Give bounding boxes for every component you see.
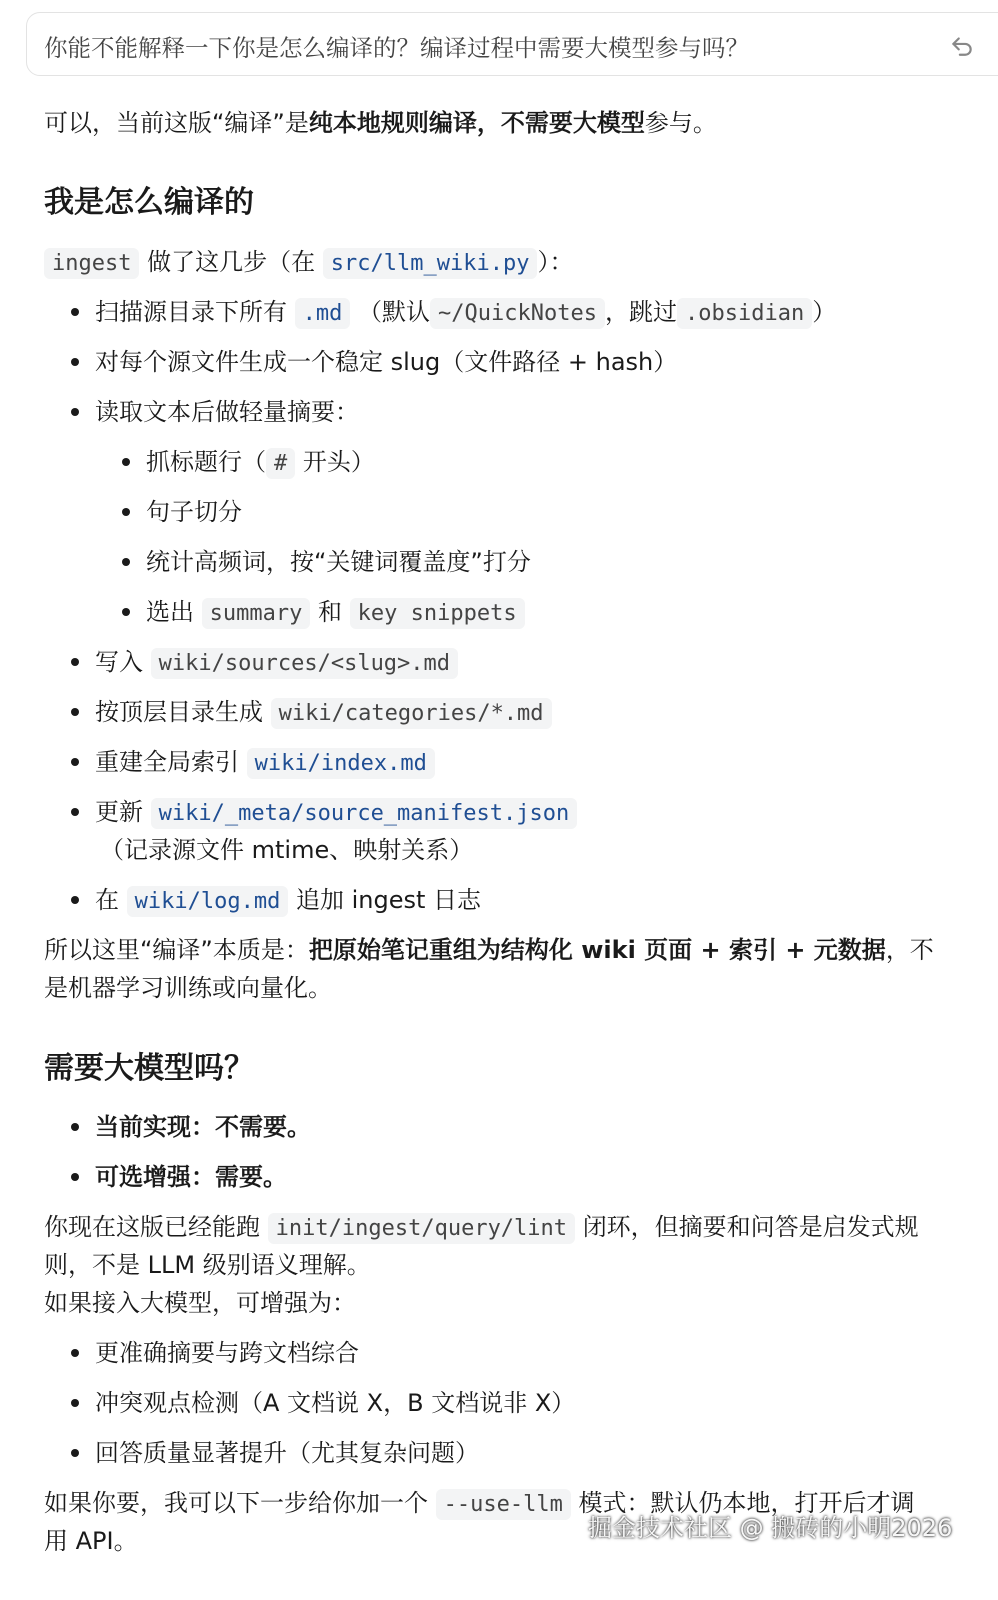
bullet bbox=[71, 708, 79, 716]
section-heading-compile: 我是怎么编译的 bbox=[44, 185, 254, 220]
list-item: 可选增强：需要。 bbox=[95, 1163, 287, 1191]
paragraph: 如果你要，我可以下一步给你加一个 --use-llm 模式：默认仍本地，打开后才调 bbox=[44, 1486, 915, 1522]
inline-code: wiki/sources/<slug>.md bbox=[151, 648, 458, 679]
user-message-text: 你能不能解释一下你是怎么编译的？编译过程中需要大模型参与吗？ bbox=[44, 34, 749, 62]
sub-list-item: 句子切分 bbox=[146, 498, 242, 526]
intro-paragraph: 可以，当前这版“编译”是纯本地规则编译，不需要大模型参与。 bbox=[44, 109, 717, 137]
list-item: 按顶层目录生成 wiki/categories/*.md bbox=[95, 695, 552, 731]
inline-code: ingest bbox=[44, 248, 139, 279]
bullet bbox=[71, 408, 79, 416]
user-message bbox=[26, 12, 998, 76]
inline-code-link[interactable]: wiki/index.md bbox=[247, 748, 435, 779]
bullet bbox=[71, 658, 79, 666]
list-item: 冲突观点检测（A 文档说 X，B 文档说非 X） bbox=[95, 1389, 576, 1417]
undo-arrow-icon[interactable] bbox=[949, 32, 975, 58]
bullet bbox=[71, 358, 79, 366]
inline-code-link[interactable]: wiki/_meta/source_manifest.json bbox=[151, 798, 578, 829]
bullet bbox=[71, 758, 79, 766]
inline-code: summary bbox=[202, 598, 311, 629]
list-item: 读取文本后做轻量摘要： bbox=[95, 398, 359, 426]
bullet bbox=[71, 1349, 79, 1357]
bullet bbox=[122, 458, 130, 466]
compile-lead: ingest 做了这几步（在 src/llm_wiki.py ）： bbox=[44, 245, 573, 281]
list-item-continuation: （记录源文件 mtime、映射关系） bbox=[100, 836, 474, 864]
watermark: 掘金技术社区 @ 搬砖的小明2026 bbox=[588, 1514, 953, 1542]
inline-code: init/ingest/query/lint bbox=[268, 1213, 575, 1244]
list-item: 写入 wiki/sources/<slug>.md bbox=[95, 645, 458, 681]
bullet bbox=[122, 558, 130, 566]
bullet bbox=[122, 508, 130, 516]
bullet bbox=[71, 896, 79, 904]
bullet bbox=[71, 1123, 79, 1131]
list-item: 重建全局索引 wiki/index.md bbox=[95, 745, 435, 781]
inline-code: # bbox=[266, 448, 295, 479]
inline-code: .obsidian bbox=[677, 298, 812, 329]
sub-list-item: 抓标题行（ # 开头） bbox=[146, 445, 375, 481]
compile-summary: 所以这里“编译”本质是：把原始笔记重组为结构化 wiki 页面 + 索引 + 元数据，不 bbox=[44, 936, 934, 964]
bullet bbox=[122, 608, 130, 616]
list-item: 更新 wiki/_meta/source_manifest.json bbox=[95, 795, 577, 831]
bullet bbox=[71, 808, 79, 816]
inline-code: wiki/categories/*.md bbox=[271, 698, 552, 729]
bullet bbox=[71, 308, 79, 316]
compile-summary-line2: 是机器学习训练或向量化。 bbox=[44, 974, 332, 1002]
inline-code: key snippets bbox=[350, 598, 525, 629]
sub-list-item: 选出 summary 和 key snippets bbox=[146, 595, 525, 631]
inline-code: --use-llm bbox=[436, 1489, 571, 1520]
list-item: 扫描源目录下所有 .md （默认 ~/QuickNotes ，跳过 .obsidian ） bbox=[95, 295, 836, 331]
sub-list-item: 统计高频词，按“关键词覆盖度”打分 bbox=[146, 548, 531, 576]
list-item: 当前实现：不需要。 bbox=[95, 1113, 311, 1141]
inline-code-link[interactable]: wiki/log.md bbox=[127, 886, 289, 917]
bullet bbox=[71, 1449, 79, 1457]
paragraph-line2: 则，不是 LLM 级别语义理解。 bbox=[44, 1251, 371, 1279]
bullet bbox=[71, 1399, 79, 1407]
list-item: 更准确摘要与跨文档综合 bbox=[95, 1339, 359, 1367]
paragraph: 如果接入大模型，可增强为： bbox=[44, 1289, 356, 1317]
paragraph-line2: 用 API。 bbox=[44, 1527, 138, 1555]
inline-code-link[interactable]: src/llm_wiki.py bbox=[323, 248, 538, 279]
bullet bbox=[71, 1173, 79, 1181]
list-item: 回答质量显著提升（尤其复杂问题） bbox=[95, 1439, 479, 1467]
inline-code: .md bbox=[295, 298, 351, 329]
list-item: 对每个源文件生成一个稳定 slug（文件路径 + hash） bbox=[95, 348, 678, 376]
paragraph: 你现在这版已经能跑 init/ingest/query/lint 闭环，但摘要和问答是启发式规 bbox=[44, 1210, 919, 1246]
section-heading-llm: 需要大模型吗？ bbox=[44, 1051, 254, 1086]
list-item: 在 wiki/log.md 追加 ingest 日志 bbox=[95, 883, 481, 919]
inline-code: ~/QuickNotes bbox=[430, 298, 605, 329]
